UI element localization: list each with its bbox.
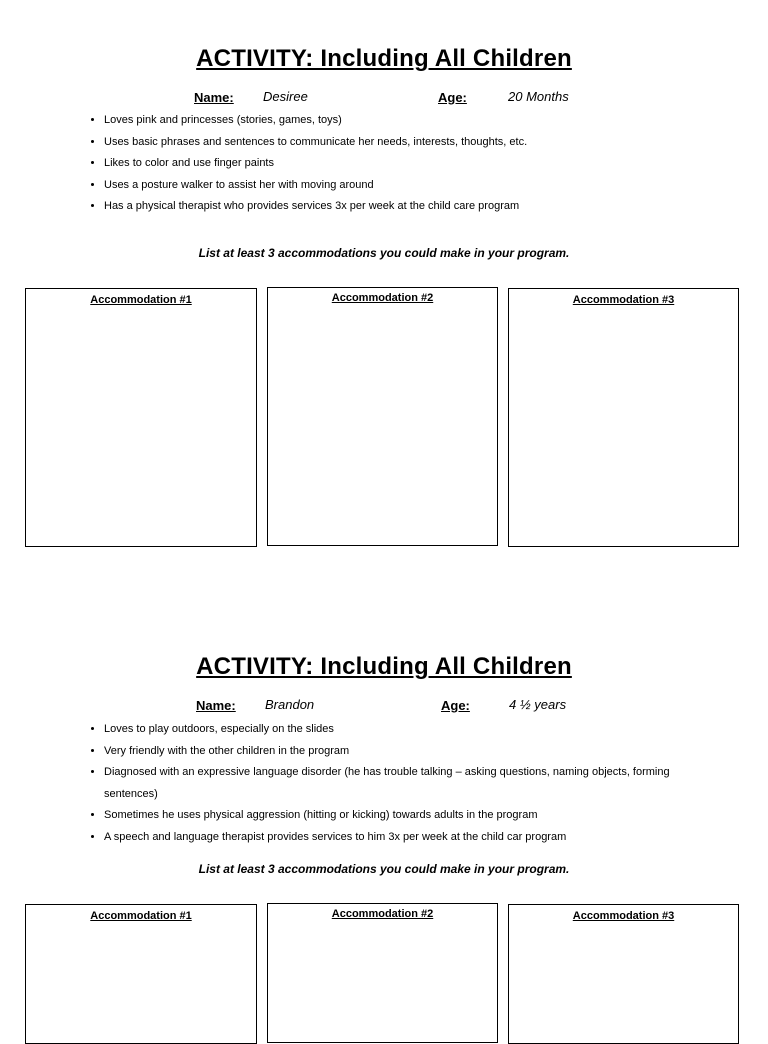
accommodation-box-title: Accommodation #1 [90, 910, 192, 922]
trait-list [86, 719, 704, 848]
accommodation-box-title: Accommodation #2 [331, 908, 434, 920]
activity-title: ACTIVITY: Including All Children [196, 653, 572, 680]
activity-title: ACTIVITY: Including All Children [196, 45, 572, 72]
activity-section-brandon [0, 600, 768, 1024]
name-label: Name: [194, 90, 234, 105]
instruction-prompt: List at least 3 accommodations you could make in your program. [198, 246, 570, 260]
accommodation-box-title: Accommodation #2 [331, 292, 434, 304]
list-item: • Loves to play outdoors, especially on the slides [104, 719, 704, 741]
accommodation-box-3[interactable] [508, 288, 739, 547]
list-item: • Loves pink and princesses (stories, games, toys) [104, 110, 704, 132]
list-item: • Very friendly with the other children in the program [104, 741, 704, 763]
list-item: • Sometimes he uses physical aggression (hitting or kicking) towards adults in the program [104, 805, 704, 827]
child-age: 4 ½ years [509, 697, 567, 712]
accommodation-box-1[interactable] [25, 288, 257, 547]
accommodation-box-title: Accommodation #1 [90, 294, 192, 306]
age-label: Age: [438, 90, 467, 105]
list-item: • A speech and language therapist provides services to him 3x per week at the child car program [104, 827, 704, 849]
name-label: Name: [196, 698, 236, 713]
accommodation-box-2[interactable] [267, 903, 498, 1043]
list-item: • Uses a posture walker to assist her with moving around [104, 175, 704, 197]
accommodation-box-1[interactable] [25, 904, 257, 1044]
list-item: • Uses basic phrases and sentences to communicate her needs, interests, thoughts, etc. [104, 132, 704, 154]
accommodation-box-3[interactable] [508, 904, 739, 1044]
list-item: • Has a physical therapist who provides services 3x per week at the child care program [104, 196, 704, 218]
list-item: • Diagnosed with an expressive language disorder (he has trouble talking – asking questions, naming objects, forming sentences) [104, 762, 704, 805]
instruction-prompt: List at least 3 accommodations you could make in your program. [198, 862, 570, 876]
child-name: Desiree [263, 89, 308, 104]
child-age: 20 Months [508, 89, 569, 104]
list-item: • Likes to color and use finger paints [104, 153, 704, 175]
accommodation-box-title: Accommodation #3 [572, 294, 675, 306]
accommodation-box-title: Accommodation #3 [572, 910, 675, 922]
age-label: Age: [441, 698, 470, 713]
accommodation-box-2[interactable] [267, 287, 498, 546]
trait-list [86, 110, 704, 218]
child-name: Brandon [265, 697, 315, 712]
